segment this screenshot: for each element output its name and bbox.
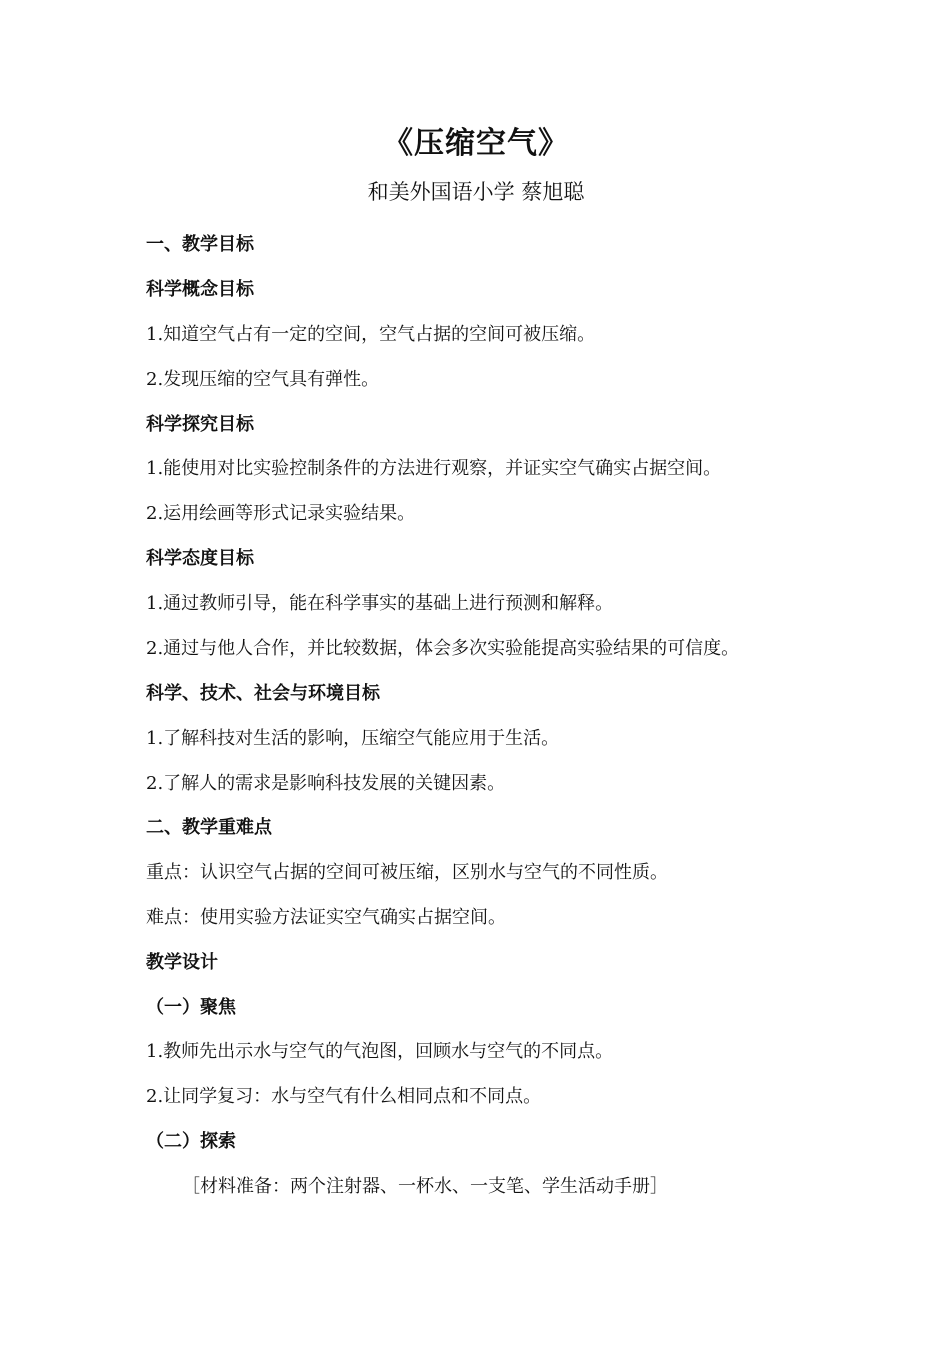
key-point: 重点：认识空气占据的空间可被压缩，区别水与空气的不同性质。 xyxy=(146,862,668,883)
attitude-goal-item-2: 2.通过与他人合作，并比较数据，体会多次实验能提高实验结果的可信度。 xyxy=(146,638,740,659)
stse-goal-item-1: 1.了解科技对生活的影响，压缩空气能应用于生活。 xyxy=(146,728,560,749)
concept-goal-item-2: 2.发现压缩的空气具有弹性。 xyxy=(146,369,380,390)
section-heading-teaching-design: 教学设计 xyxy=(146,952,218,973)
subheading-stse-goals: 科学、技术、社会与环境目标 xyxy=(146,683,380,704)
subheading-concept-goals: 科学概念目标 xyxy=(146,279,254,300)
inquiry-goal-item-2: 2.运用绘画等形式记录实验结果。 xyxy=(146,503,416,524)
materials-list: ［材料准备：两个注射器、一杯水、一支笔、学生活动手册］ xyxy=(182,1176,668,1197)
difficult-point: 难点：使用实验方法证实空气确实占据空间。 xyxy=(146,907,506,928)
subheading-explore: （二）探索 xyxy=(146,1131,236,1152)
section-heading-teaching-goals: 一、教学目标 xyxy=(146,234,254,255)
focus-item-2: 2.让同学复习：水与空气有什么相同点和不同点。 xyxy=(146,1086,542,1107)
stse-goal-item-2: 2.了解人的需求是影响科技发展的关键因素。 xyxy=(146,773,506,794)
subheading-focus: （一）聚焦 xyxy=(146,997,236,1018)
section-heading-key-difficult-points: 二、教学重难点 xyxy=(146,817,272,838)
attitude-goal-item-1: 1.通过教师引导，能在科学事实的基础上进行预测和解释。 xyxy=(146,593,614,614)
subheading-inquiry-goals: 科学探究目标 xyxy=(146,414,254,435)
subheading-attitude-goals: 科学态度目标 xyxy=(146,548,254,569)
document-title: 《压缩空气》 xyxy=(383,126,569,161)
focus-item-1: 1.教师先出示水与空气的气泡图，回顾水与空气的不同点。 xyxy=(146,1041,614,1062)
document-author: 和美外国语小学 蔡旭聪 xyxy=(367,180,585,204)
concept-goal-item-1: 1.知道空气占有一定的空间，空气占据的空间可被压缩。 xyxy=(146,324,596,345)
inquiry-goal-item-1: 1.能使用对比实验控制条件的方法进行观察，并证实空气确实占据空间。 xyxy=(146,458,722,479)
